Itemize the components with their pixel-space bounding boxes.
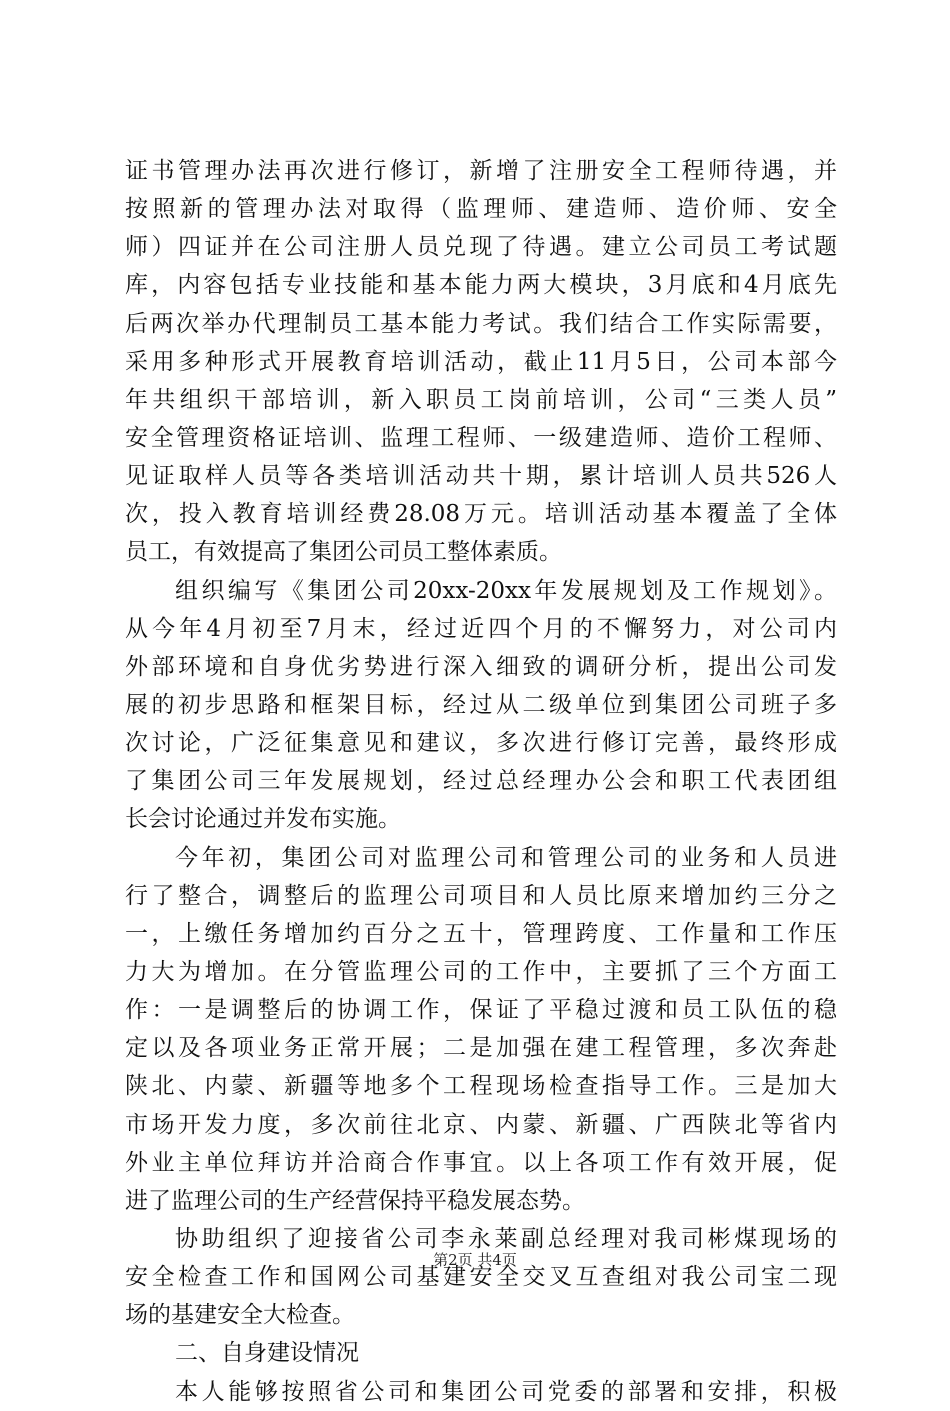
text-line: 次讨论，广泛征集意见和建议，多次进行修订完善，最终形成 <box>125 730 837 757</box>
text-line: 今年初，集团公司对监理公司和管理公司的业务和人员进 <box>175 844 837 871</box>
text-line: 组织编写《集团公司20xx-20xx年发展规划及工作规划》。 <box>175 577 837 604</box>
text-line: 后两次举办代理制员工基本能力考试。我们结合工作实际需要， <box>125 310 837 337</box>
text-line: 场的基建安全大检查。 <box>125 1302 355 1329</box>
text-line: 从今年4月初至7月末，经过近四个月的不懈努力，对公司内 <box>125 615 837 642</box>
text-line: 次，投入教育培训经费28.08万元。培训活动基本覆盖了全体 <box>125 501 837 528</box>
text-line: 行了整合，调整后的监理公司项目和人员比原来增加约三分之 <box>125 882 837 909</box>
text-line: 证书管理办法再次进行修订，新增了注册安全工程师待遇，并 <box>125 158 837 184</box>
text-line: 协助组织了迎接省公司李永莱副总经理对我司彬煤现场的 <box>175 1225 837 1252</box>
text-line: 定以及各项业务正常开展；二是加强在建工程管理，多次奔赴 <box>125 1035 837 1062</box>
text-line: 员工，有效提高了集团公司员工整体素质。 <box>125 539 562 566</box>
text-line: 了集团公司三年发展规划，经过总经理办公会和职工代表团组 <box>125 768 837 795</box>
text-line: 力大为增加。在分管监理公司的工作中，主要抓了三个方面工 <box>125 958 837 985</box>
text-line: 二、自身建设情况 <box>175 1340 359 1367</box>
text-line: 外部环境和自身优劣势进行深入细致的调研分析，提出公司发 <box>125 653 837 680</box>
text-line: 展的初步思路和框架目标，经过从二级单位到集团公司班子多 <box>125 691 837 718</box>
text-line: 外业主单位拜访并洽商合作事宜。以上各项工作有效开展，促 <box>125 1149 837 1176</box>
text-line: 市场开发力度，多次前往北京、内蒙、新疆、广西陕北等省内 <box>125 1111 837 1138</box>
text-line: 安全检查工作和国网公司基建安全交叉互查组对我公司宝二现 <box>125 1264 837 1291</box>
text-line: 按照新的管理办法对取得（监理师、建造师、造价师、安全 <box>125 196 837 223</box>
text-line: 库，内容包括专业技能和基本能力两大模块，3月底和4月底先 <box>125 272 837 299</box>
text-line: 进了监理公司的生产经营保持平稳发展态势。 <box>125 1187 585 1214</box>
text-line: 本人能够按照省公司和集团公司党委的部署和安排，积极 <box>175 1378 837 1405</box>
text-line: 陕北、内蒙、新疆等地多个工程现场检查指导工作。三是加大 <box>125 1073 837 1100</box>
text-line: 一，上缴任务增加约百分之五十，管理跨度、工作量和工作压 <box>125 920 837 947</box>
text-line: 作：一是调整后的协调工作，保证了平稳过渡和员工队伍的稳 <box>125 997 837 1024</box>
document-body <box>125 152 837 1411</box>
text-line: 采用多种形式开展教育培训活动，截止11月5日，公司本部今 <box>125 348 837 375</box>
text-line: 见证取样人员等各类培训活动共十期，累计培训人员共526人 <box>125 463 837 490</box>
text-line: 师）四证并在公司注册人员兑现了待遇。建立公司员工考试题 <box>125 234 837 261</box>
page-footer: 第2页 共4页 <box>433 1251 517 1269</box>
text-line: 长会讨论通过并发布实施。 <box>125 806 401 833</box>
text-line: 年共组织干部培训，新入职员工岗前培训，公司“三类人员” <box>125 386 837 413</box>
text-line: 安全管理资格证培训、监理工程师、一级建造师、造价工程师、 <box>125 424 837 451</box>
